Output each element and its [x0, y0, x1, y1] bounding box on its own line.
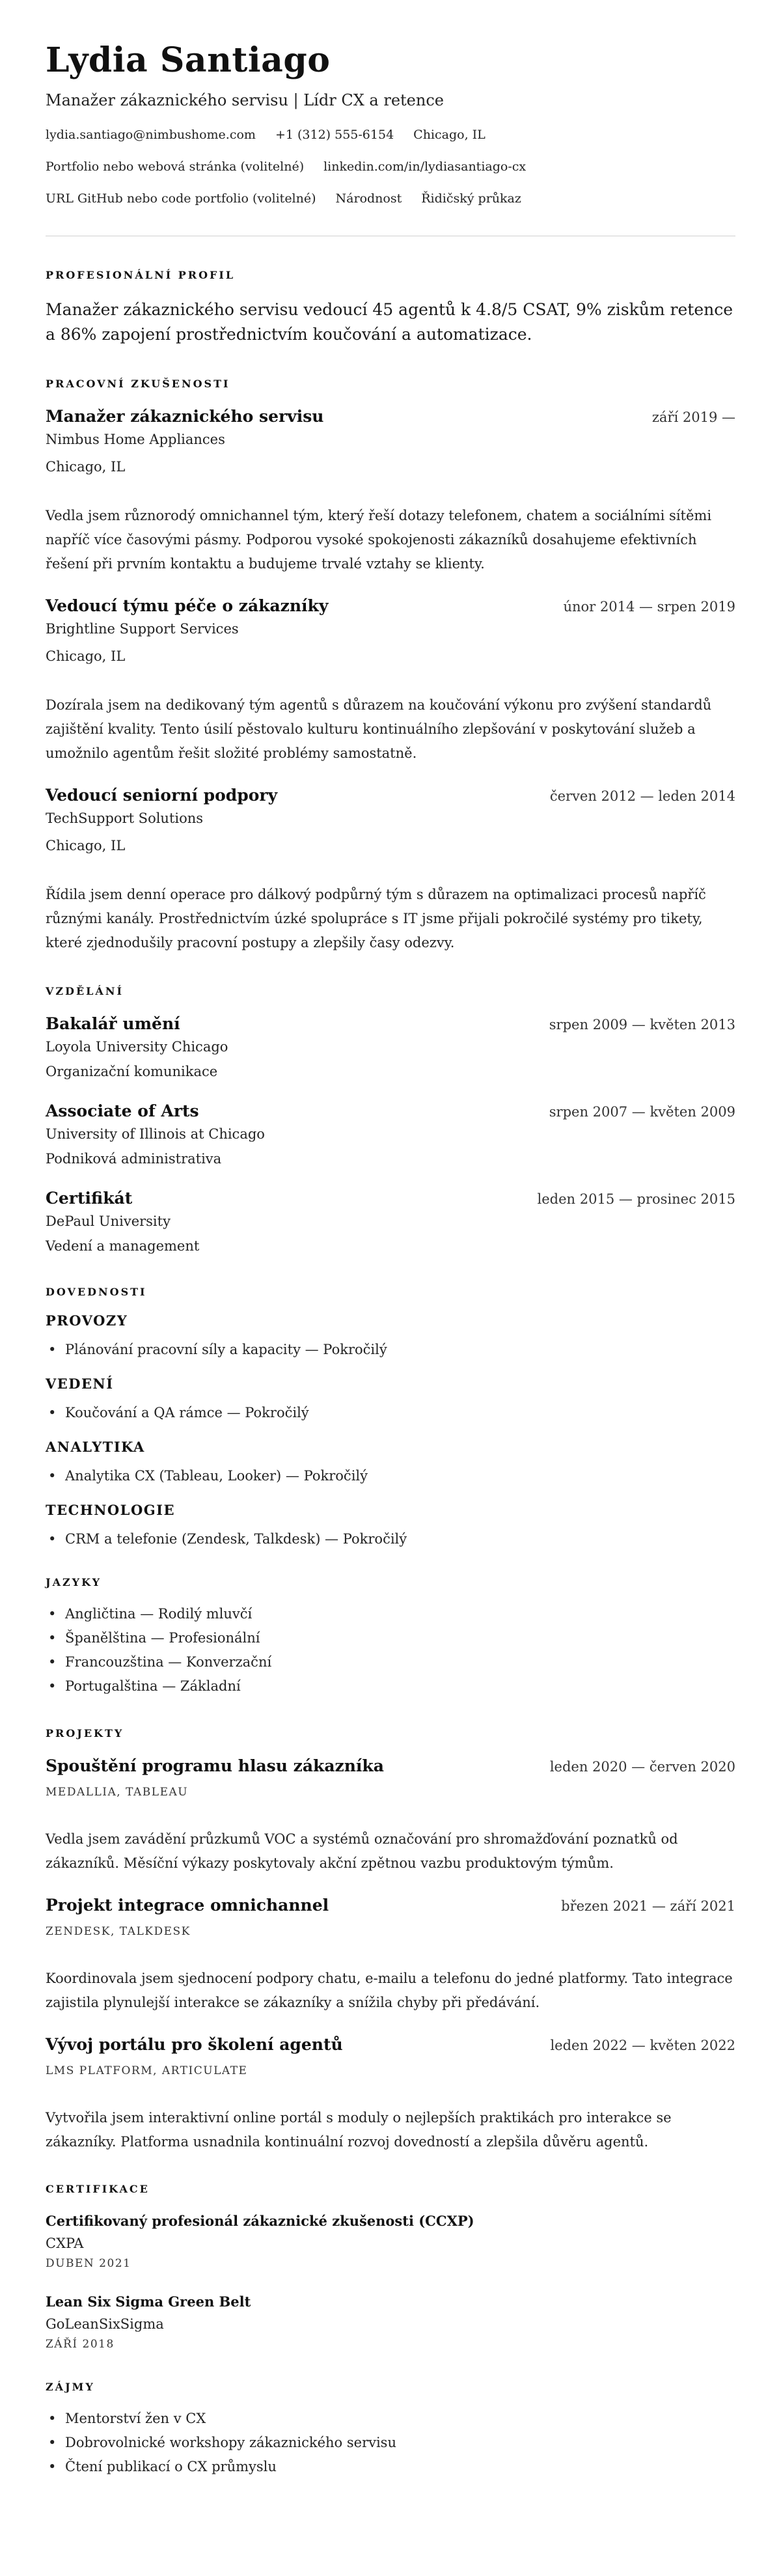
certification-entry — [46, 2292, 735, 2352]
candidate-headline: Manažer zákaznického servisu | Lídr CX a retence — [46, 91, 444, 109]
skill-category-name: TECHNOLOGIE — [46, 1502, 175, 1518]
field-of-study: Organizační komunikace — [46, 1064, 218, 1079]
project-entry — [46, 1895, 735, 2015]
job-date: únor 2014 — srpen 2019 — [563, 599, 735, 615]
job-company: Nimbus Home Appliances — [46, 432, 225, 447]
job-title: Vedoucí seniorní podpory — [46, 786, 278, 805]
section-title: PROJEKTY — [46, 1727, 124, 1739]
project-entry — [46, 2034, 735, 2154]
contact-license: Řidičský průkaz — [421, 191, 521, 206]
field-of-study: Podniková administrativa — [46, 1151, 222, 1167]
project-title: Vývoj portálu pro školení agentů — [46, 2035, 343, 2054]
languages-section — [46, 1576, 735, 1698]
skill-category-name: VEDENÍ — [46, 1376, 114, 1392]
education-section — [46, 985, 735, 1256]
job-company: Brightline Support Services — [46, 621, 239, 637]
project-title: Spouštění programu hlasu zákazníka — [46, 1756, 384, 1775]
project-tools: LMS PLATFORM, ARTICULATE — [46, 2064, 248, 2077]
project-description: Vedla jsem zavádění průzkumů VOC a systémů označování pro shromažďování poznatků od zákazníků. Měsíční výkazy poskytovaly akční zpětnou vazbu produktovým týmům. — [46, 1831, 678, 1871]
skills-section — [46, 1286, 735, 1551]
project-tools: ZENDESK, TALKDESK — [46, 1925, 191, 1938]
education-entry — [46, 1101, 735, 1169]
job-date: červen 2012 — leden 2014 — [549, 788, 735, 804]
projects-section — [46, 1727, 735, 2154]
education-entry — [46, 1014, 735, 1081]
section-title: CERTIFIKACE — [46, 2183, 150, 2195]
experience-entry — [46, 596, 735, 766]
experience-entry — [46, 406, 735, 576]
job-location: Chicago, IL — [46, 459, 126, 475]
field-of-study: Vedení a management — [46, 1238, 200, 1254]
section-title: PRACOVNÍ ZKUŠENOSTI — [46, 378, 230, 390]
contact-github[interactable]: URL GitHub nebo code portfolio (volitelné) — [46, 191, 316, 206]
skill-category — [46, 1312, 735, 1362]
project-date: leden 2020 — červen 2020 — [549, 1759, 735, 1775]
section-title: JAZYKY — [46, 1576, 102, 1588]
resume-header — [46, 39, 735, 236]
interest-item: • Čtení publikací o CX průmyslu — [46, 2455, 735, 2479]
job-company: TechSupport Solutions — [46, 810, 204, 826]
project-date: březen 2021 — září 2021 — [561, 1898, 735, 1914]
skill-category-name: PROVOZY — [46, 1312, 128, 1329]
skill-category — [46, 1438, 735, 1488]
contact-phone[interactable]: +1 (312) 555-6154 — [275, 128, 394, 142]
project-title: Projekt integrace omnichannel — [46, 1896, 329, 1915]
certification-issuer: CXPA — [46, 2236, 84, 2251]
job-location: Chicago, IL — [46, 648, 126, 664]
school-name: University of Illinois at Chicago — [46, 1126, 265, 1142]
school-name: DePaul University — [46, 1213, 171, 1229]
certification-name: Certifikovaný profesionál zákaznické zkušenosti (CCXP) — [46, 2213, 474, 2229]
job-title: Manažer zákaznického servisu — [46, 407, 324, 426]
job-date: září 2019 — — [651, 409, 735, 425]
contact-email[interactable]: lydia.santiago@nimbushome.com — [46, 128, 256, 142]
degree-title: Certifikát — [46, 1189, 133, 1208]
certification-date: DUBEN 2021 — [46, 2257, 131, 2270]
section-title: ZÁJMY — [46, 2381, 95, 2393]
skill-item: • Koučování a QA rámce — Pokročilý — [46, 1401, 735, 1425]
interests-section — [46, 2381, 735, 2479]
project-date: leden 2022 — květen 2022 — [550, 2038, 735, 2053]
project-tools: MEDALLIA, TABLEAU — [46, 1786, 189, 1799]
contact-linkedin[interactable]: linkedin.com/in/lydiasantiago-cx — [323, 159, 527, 174]
experience-section — [46, 378, 735, 955]
contact-location: Chicago, IL — [413, 128, 486, 142]
education-date: leden 2015 — prosinec 2015 — [537, 1191, 735, 1207]
education-date: srpen 2007 — květen 2009 — [549, 1104, 735, 1120]
interest-item: • Dobrovolnické workshopy zákaznického servisu — [46, 2431, 735, 2455]
project-entry — [46, 1756, 735, 1876]
education-date: srpen 2009 — květen 2013 — [549, 1017, 735, 1032]
section-title: PROFESIONÁLNÍ PROFIL — [46, 269, 236, 281]
language-item: • Angličtina — Rodilý mluvčí — [46, 1602, 735, 1626]
contact-row — [46, 190, 735, 207]
skill-category — [46, 1501, 735, 1551]
candidate-name: Lydia Santiago — [46, 40, 331, 80]
school-name: Loyola University Chicago — [46, 1039, 228, 1055]
degree-title: Bakalář umění — [46, 1014, 180, 1033]
section-title: DOVEDNOSTI — [46, 1286, 147, 1298]
language-item: • Portugalština — Základní — [46, 1674, 735, 1698]
education-entry — [46, 1188, 735, 1256]
skill-item: • Plánování pracovní síly a kapacity — Pokročilý — [46, 1338, 735, 1362]
certifications-section — [46, 2183, 735, 2352]
profile-section — [46, 269, 735, 347]
language-item: • Francouzština — Konverzační — [46, 1650, 735, 1674]
certification-issuer: GoLeanSixSigma — [46, 2316, 164, 2332]
interest-item: • Mentorství žen v CX — [46, 2407, 735, 2431]
contact-row — [46, 126, 735, 143]
language-item: • Španělština — Profesionální — [46, 1626, 735, 1650]
job-description: Dozírala jsem na dedikovaný tým agentů s důrazem na koučování výkonu pro zvýšení standardů zajištění kvality. Tento úsilí pěstovalo kulturu kontinuálního zlepšování v poskytování služeb a umožnilo agentům řešit složité problémy samostatně. — [46, 697, 712, 761]
certification-entry — [46, 2211, 735, 2271]
contact-row — [46, 158, 735, 175]
job-description: Řídila jsem denní operace pro dálkový podpůrný tým s důrazem na optimalizaci procesů napříč různými kanály. Prostřednictvím úzké spolupráce s IT jsme přijali pokročilé systémy pro tikety, které zjednodušily pracovní postupy a zlepšily časy odezvy. — [46, 887, 706, 950]
section-title: VZDĚLÁNÍ — [46, 985, 124, 997]
certification-name: Lean Six Sigma Green Belt — [46, 2293, 251, 2310]
experience-entry — [46, 785, 735, 955]
job-location: Chicago, IL — [46, 838, 126, 853]
skill-category-name: ANALYTIKA — [46, 1439, 145, 1455]
project-description: Vytvořila jsem interaktivní online portál s moduly o nejlepších praktikách pro interakce se zákazníky. Platforma usnadnila kontinuální rozvoj dovedností a zlepšila důvěru agentů. — [46, 2110, 672, 2150]
project-description: Koordinovala jsem sjednocení podpory chatu, e-mailu a telefonu do jedné platformy. Tato integrace zajistila plynulejší interakce se zákazníky a snížila chyby při předávání. — [46, 1971, 733, 2010]
degree-title: Associate of Arts — [46, 1101, 199, 1120]
job-title: Vedoucí týmu péče o zákazníky — [46, 596, 329, 615]
skill-category — [46, 1375, 735, 1425]
profile-text: Manažer zákaznického servisu vedoucí 45 agentů k 4.8/5 CSAT, 9% ziskům retence a 86% zapojení prostřednictvím koučování a automatizace. — [46, 300, 733, 344]
certification-date: ZÁŘÍ 2018 — [46, 2338, 115, 2351]
job-description: Vedla jsem různorodý omnichannel tým, který řeší dotazy telefonem, chatem a sociálními sítěmi napříč více časovými pásmy. Podporou vysoké spokojenosti zákazníků dosahujeme efektivních řešení při prvním kontaktu a budujeme trvalé vztahy se klienty. — [46, 508, 712, 572]
skill-item: • CRM a telefonie (Zendesk, Talkdesk) — Pokročilý — [46, 1527, 735, 1551]
contact-nationality: Národnost — [335, 191, 402, 206]
contact-portfolio[interactable]: Portfolio nebo webová stránka (volitelné) — [46, 159, 305, 174]
skill-item: • Analytika CX (Tableau, Looker) — Pokročilý — [46, 1464, 735, 1488]
